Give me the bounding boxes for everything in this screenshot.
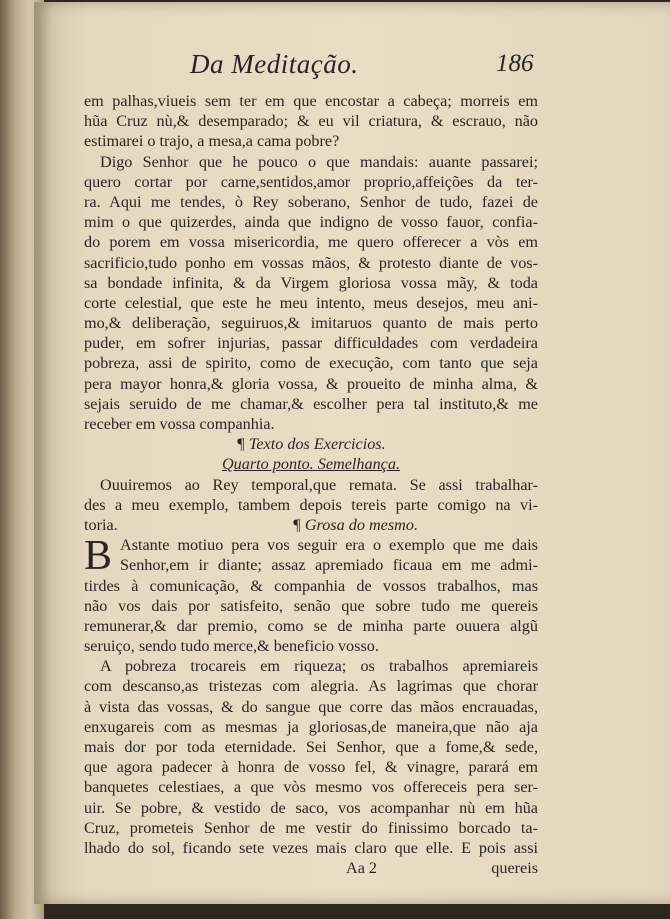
text-line: Astante motiuo pera vos seguir era o exemplo que me dais	[120, 536, 538, 555]
text-line: mim o que quizerdes, ainda que indigno de vosso fauor, confia-	[84, 213, 538, 232]
page-footer	[84, 858, 538, 878]
text-line: remunerar,& dar premio, como se de minha parte ouuera algũ	[84, 616, 538, 635]
text-line	[84, 414, 538, 434]
page-number: 186	[496, 50, 534, 77]
text-line: sejais seruido de me chamar,& escolher pera tal instituto,& me	[84, 394, 538, 413]
text-line: do porem em vossa misericordia, me quero offerecer a vòs em	[84, 233, 538, 252]
text-line: hũa Cruz nù,& desemparado; & eu vil criatura, & escrauo, não	[84, 112, 538, 131]
text-line: A pobreza trocareis em riqueza; os trabalhos apremiareis	[100, 657, 538, 676]
drop-cap-initial: B	[84, 533, 113, 580]
text-line: Cruz, prometeis Senhor de me vestir do finissimo borcado ta-	[84, 818, 538, 837]
text-line	[84, 434, 538, 454]
text-line	[84, 131, 538, 151]
text-line: banquetes celestiaes, a que vòs mesmo vos offereceis pera ser-	[84, 778, 538, 797]
text-line	[84, 515, 538, 535]
text-line: à vista das vossas, & do sangue que corre das mãos encrauadas,	[84, 697, 538, 716]
text-line	[84, 454, 538, 474]
signature-mark: Aa 2	[346, 859, 378, 878]
text-line: mais dor por toda eternidade. Sei Senhor, que a fome,& sede,	[84, 738, 538, 756]
text-line: sacrificio,tudo ponho em vossas mãos, & protesto diante de vos-	[84, 253, 538, 272]
text-line: quero cortar por carne,sentidos,amor proprio,affeições da ter-	[84, 172, 538, 191]
text-line: ra. Aqui me tendes, ò Rey soberano, Senhor de tudo, fazei de	[84, 192, 538, 211]
text-line: que agora padecer à honra de vosso fel, & vinagre, parará em	[84, 758, 538, 777]
text-line: sa bondade infinita, & da Virgem gloriosa vossa mãy, & toda	[84, 273, 538, 292]
running-head-title: Da Meditação.	[190, 49, 359, 79]
catchword: quereis	[491, 859, 538, 878]
text-line: em palhas,viueis sem ter em que encostar a cabeça; morreis em	[84, 92, 538, 110]
text-line: pobreza, assi de spirito, como de execução, com tanto que seja	[84, 354, 538, 373]
text-line: Senhor,em ir diante; assaz apremiado ficaua em me admi-	[120, 556, 538, 575]
text-line: puder, em sofrer injurias, passar difficuldades com verdadeira	[84, 334, 538, 353]
text-line: Ouuiremos ao Rey temporal,que remata. Se assi trabalhar-	[100, 475, 538, 494]
text-line: Digo Senhor que he pouco o que mandais: auante passarei;	[100, 152, 538, 171]
line-text: receber em vossa companhia.	[84, 415, 275, 433]
line-text: seruiço, sendo tudo merce,& beneficio vosso.	[84, 637, 379, 656]
text-line: uir. Se pobre, & vestido de saco, vos acompanhar nù em hũa	[84, 798, 538, 817]
body-text	[84, 91, 538, 878]
text-line	[84, 636, 538, 656]
text-line: pera mayor honra,& gloria vossa, & proueito de minha alma, &	[84, 374, 538, 393]
section-heading: ¶ Grosa do mesmo.	[292, 515, 418, 534]
text-line: lhado do sol, ficando sete vezes mais claro que elle. E pois assi	[84, 838, 538, 857]
text-line: des a meu exemplo, tambem depois tereis parte comigo na vi-	[84, 495, 538, 514]
text-line: mo,& deliberação, seguiruos,& imitaruos quanto de mais perto	[84, 314, 538, 333]
text-line: tirdes à comunicação, & companhia de vossos trabalhos, mas	[84, 576, 538, 595]
line-text: Quarto ponto. Semelhança.	[221, 455, 401, 474]
text-line: não vos dais por satisfeito, senão que sobre tudo me quereis	[84, 596, 538, 615]
line-text: toria.	[84, 515, 118, 534]
line-text: ¶ Texto dos Exercicios.	[236, 435, 386, 454]
text-line: com descanso,as tristezas com alegria. As lagrimas que chorar	[84, 677, 538, 696]
text-line: corte celestial, que este he meu intento, meus desejos, meu ani-	[84, 293, 538, 312]
line-text: estimarei o trajo, a mesa,a cama pobre?	[84, 132, 340, 151]
text-line: enxugareis com as mesmas ja gloriosas,de maneira,que não aja	[84, 717, 538, 736]
